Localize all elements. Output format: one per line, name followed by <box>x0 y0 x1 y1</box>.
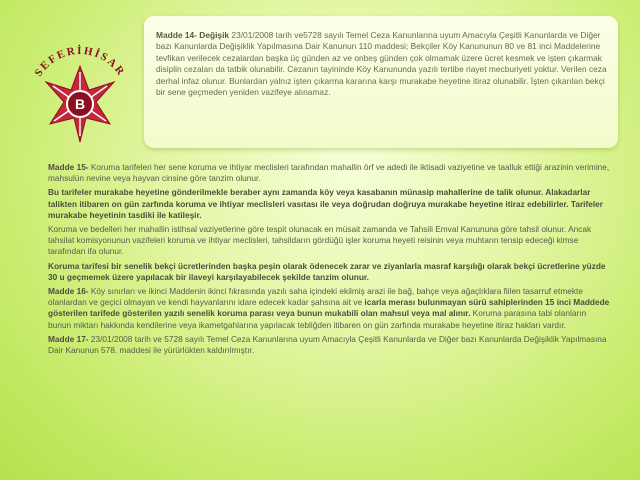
article-15-lead: Madde 15- <box>48 162 89 172</box>
article-17 <box>48 334 610 356</box>
article-14 <box>156 30 608 98</box>
star-emblem <box>46 66 114 142</box>
seferihisar-logo <box>20 40 140 160</box>
article-15-paragraph-4: Koruma tarifesi bir senelik bekçi ücretlerinden başka peşin olarak ödenecek zarar ve ziyanlarla masraf karşılığı olarak bekçi ücretlerine yüzde 30 u geçmemek üzere yapılacak bir ilaveyi karşılayabilecek şekilde tanzim olunur. <box>48 260 606 282</box>
article-16-lead: Madde 16- <box>48 286 89 297</box>
article-15-text: Koruma tarifeleri her sene koruma ve ihtiyar meclisleri tarafından mahallin örf ve adedi ile iktisadi vaziyetine ve taalluk ettiği arazinin verimine, mahsulün nevine veya hayvan cinsine göre tanzim olunur. <box>48 162 610 184</box>
article-17-lead: Madde 17- <box>48 333 89 344</box>
article-15 <box>48 162 610 184</box>
article-14-lead: Madde 14- Değişik <box>156 30 230 40</box>
article-15-paragraph-2: Bu tarifeler murakabe heyetine gönderilmekle beraber aynı zamanda köy veya kasabanın münasip mahallerine de talik olunur. Alakadarlar talikten itibaren on gün zarfında koruma ve ihtiyar meclisleri vasıtası ile veya doğrudan doğruya murakabe heyetine itiraz edebilirler. Tarifeler murakabe heyetinin tasdiki ile katileşir. <box>48 187 604 220</box>
article-14-text: 23/01/2008 tarih ve5728 sayılı Temel Ceza Kanunlarına uyum Amacıyla Çeşitli Kanunlarda ve Diğer bazı Kanunlarda Değişiklik Yapılmasına Dair Kanunun 110 maddesi; Bekçiler Köy Kanununun 80 ve 81 inci Maddelerine tevfikan verilecek cezalardan başka üç günden az ve onbeş günden çok olmamak üzere ücret kesmek ve işten çıkarmak disiplin cezaları da tatbik olunabilir. Cezanın tayininde Köy Kanununda yazılı tertibe riayet mecburiyeti yoktur. Verilen ceza derhal infaz olunur. Bunlardan yalnız işten çıkarma kararına karşı murakabe heyetine itiraz olunabilir. İşten çıkarılan bekçi bir sene geçmeden yeniden vazifeye alınamaz. <box>156 30 607 98</box>
article-16-text-b: Koruma parasına tabi olanların bunun miktarı hakkında kendilerine veya ikametgahlarına yapılacak tebliğden itibaren on gün zarfında murakabe heyetine itiraz hakları vardır. <box>48 308 587 330</box>
document-body <box>48 162 610 359</box>
article-16-text-bold: icarla merası bulunmayan sürü sahiplerinden 15 inci Maddede gösterilen tarifede gösterilen yazılı senelik koruma parası veya bunun mukabili olan mahsul veya mal alınır. <box>48 297 610 319</box>
logo-letter: B <box>74 96 86 112</box>
logo-text: SEFERİHİSAR <box>32 44 128 79</box>
article-16-text-a: Köy sınırları ve ikinci Maddenin ikinci fıkrasında yazılı saha içindeki ekilmiş arazi ile bağ, bahçe veya ağaçlıklara fiilen tasarruf etmekte olanlardan ve geçici olmayan ve kendi hayvanlarını idare edecek kadar şahsına ait ve <box>48 286 583 308</box>
article-17-text: 23/01/2008 tarih ve 5728 sayılı Temel Ceza Kanunlarına uyum Amacıyla Çeşitli Kanunlarda ve Diğer bazı Kanunlarda Değişiklik Yapılmasına Dair Kanunun 578. maddesi ile yürürlükten kaldırılmıştır. <box>48 333 607 356</box>
article-16 <box>48 286 610 331</box>
article-15-paragraph-3: Koruma ve bedelleri her mahallin istihsal vaziyetlerine göre tespit olunacak en müsait zamanda ve Tahsili Emval Kanununa göre tahsil olunur. Ancak tahsilat komisyonunun vazifeleri koruma ve ihtiyar meclisleri, tahsildarın gördüğü işler koruma heyeti reisinin veya muhtarın tensip edeceği kimse tarafından ifa olunur. <box>48 224 592 257</box>
